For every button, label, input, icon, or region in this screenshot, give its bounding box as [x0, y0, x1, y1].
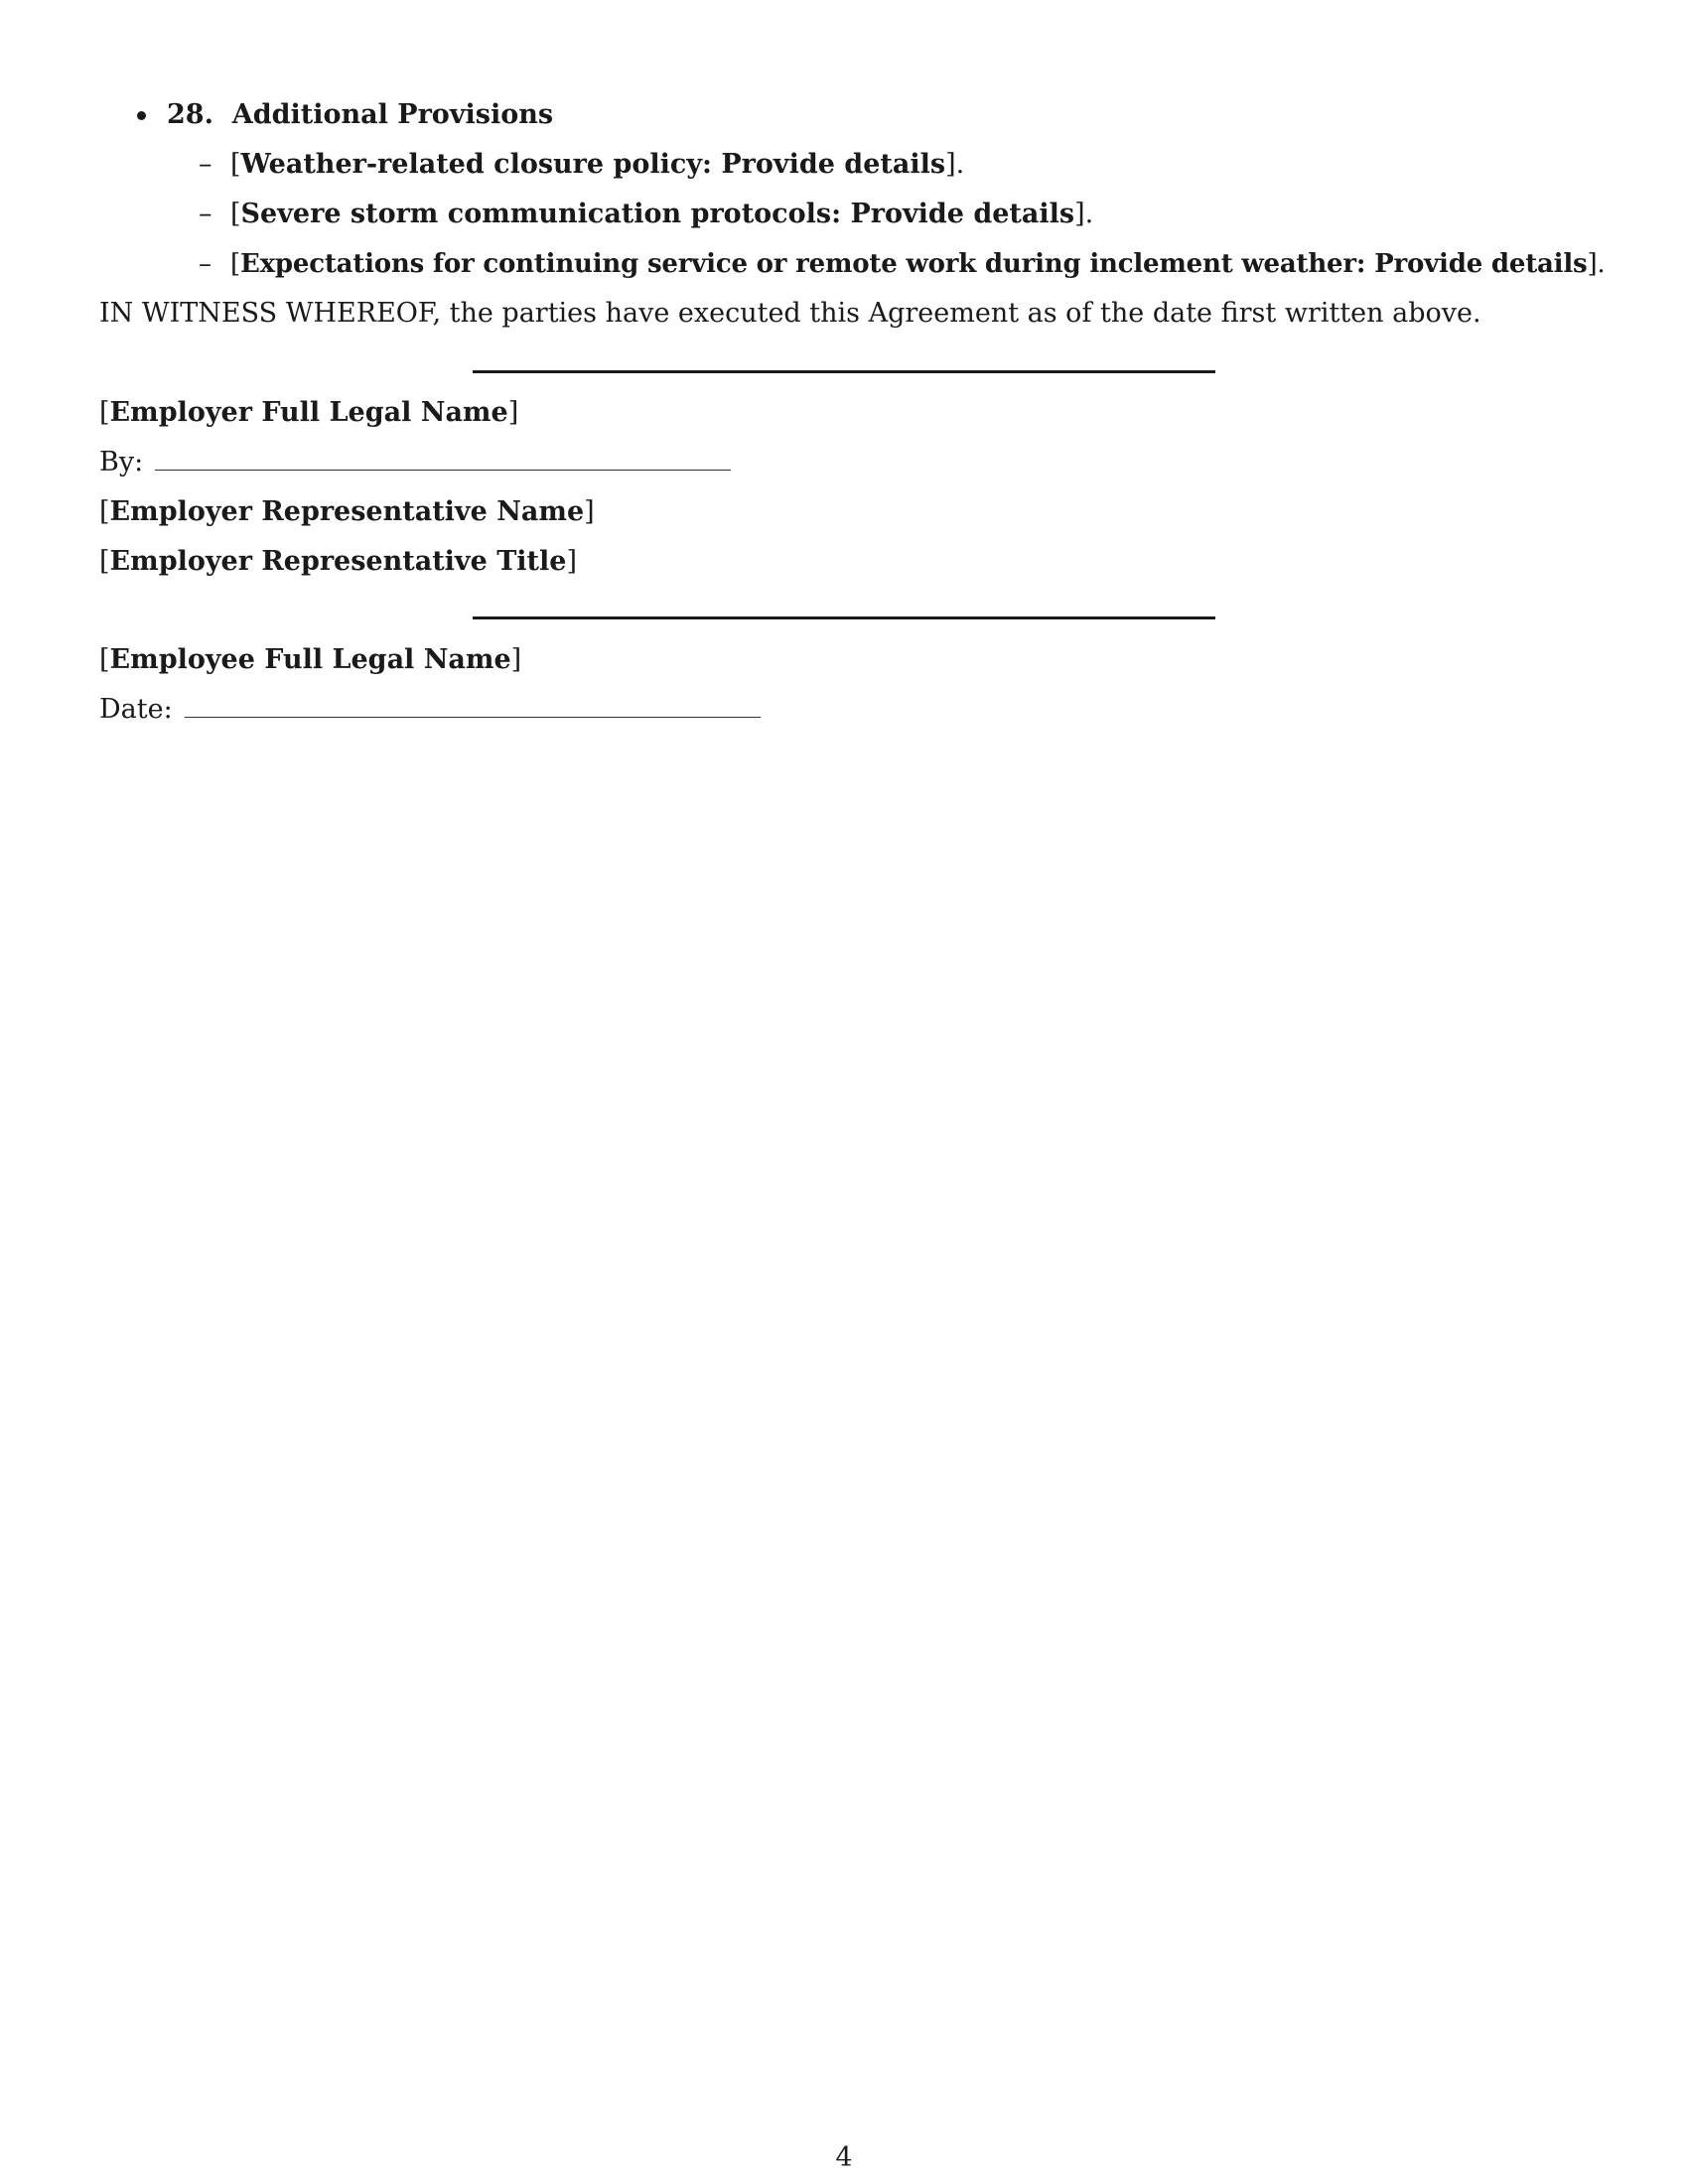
placeholder-text: Weather-related closure policy: Provide details — [240, 149, 946, 180]
employer-name-line: [Employer Full Legal Name] — [99, 397, 519, 428]
list-item: – [Expectations for continuing service or remote work during inclement weather: Provide details]. — [199, 246, 1606, 282]
date-line — [99, 692, 761, 728]
witness-clause: IN WITNESS WHEREOF, the parties have executed this Agreement as of the date first written above. — [99, 298, 1481, 329]
rep-title-line: [Employer Representative Title] — [99, 546, 578, 577]
list-item: – [Weather-related closure policy: Provide details]. — [199, 147, 964, 183]
signature-line-employee — [473, 616, 1215, 619]
by-label: By: — [99, 447, 144, 478]
list-item: – [Severe storm communication protocols: Provide details]. — [199, 197, 1093, 232]
placeholder-text: Severe storm communication protocols: Provide details — [240, 199, 1075, 229]
rep-name-line: [Employer Representative Name] — [99, 496, 595, 527]
dash-icon: – — [199, 249, 211, 279]
employer-name: Employer Full Legal Name — [109, 397, 508, 428]
placeholder-text: Expectations for continuing service or remote work during inclement weather: Provide details — [239, 249, 1588, 279]
item-suffix: . — [1084, 199, 1094, 229]
section-number: 28. — [167, 99, 213, 130]
date-label: Date: — [99, 694, 173, 725]
dash-icon: – — [199, 149, 212, 180]
date-blank-field[interactable] — [185, 716, 761, 718]
employer-rep-title: Employer Representative Title — [109, 546, 567, 577]
bullet-icon — [137, 111, 146, 120]
by-blank-field[interactable] — [155, 469, 731, 471]
by-line — [99, 445, 731, 480]
signature-line-employer — [473, 370, 1215, 373]
employee-name: Employee Full Legal Name — [109, 644, 511, 675]
item-suffix: . — [955, 149, 965, 180]
page-number: 4 — [835, 2142, 853, 2173]
employee-name-line: [Employee Full Legal Name] — [99, 644, 522, 675]
employer-rep-name: Employer Representative Name — [109, 496, 585, 527]
section-title: Additional Provisions — [231, 99, 554, 130]
section-heading — [167, 97, 553, 133]
dash-icon: – — [199, 199, 212, 229]
item-suffix: . — [1597, 249, 1606, 279]
